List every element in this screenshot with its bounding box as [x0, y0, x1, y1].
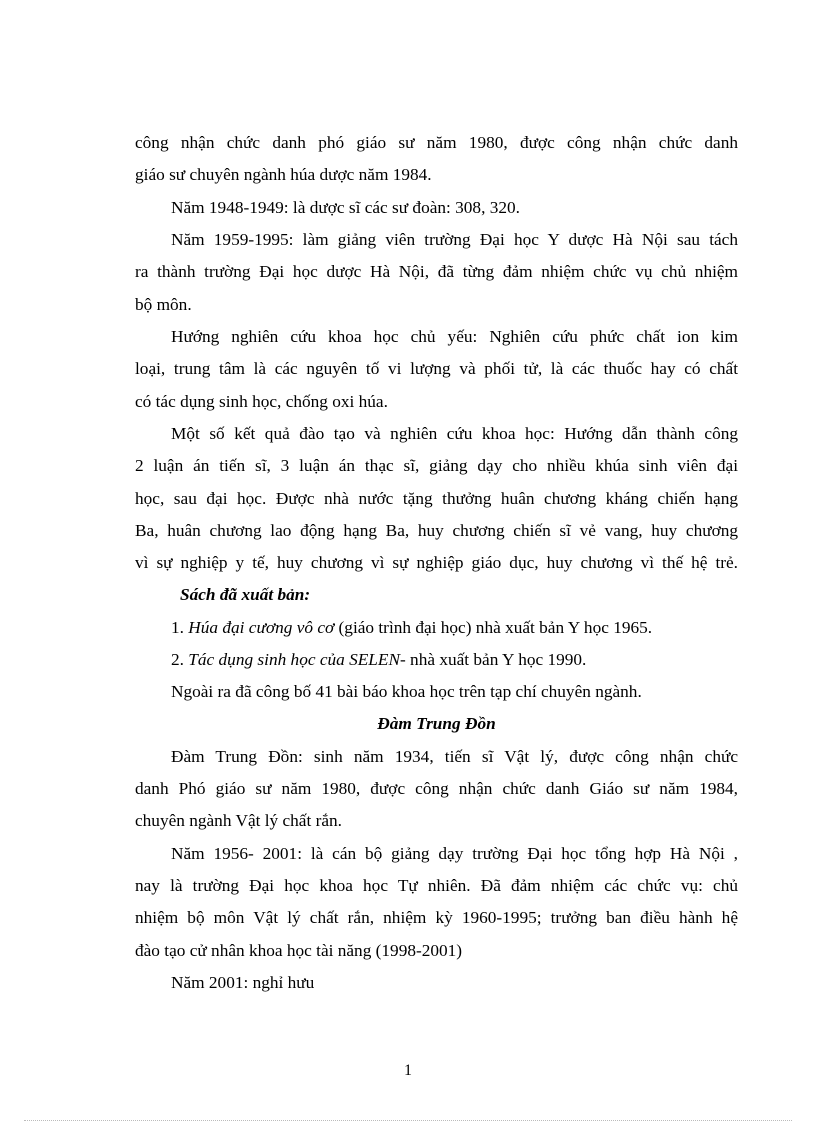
book-number: 2. [171, 650, 184, 669]
text-line: 2 luận án tiến sĩ, 3 luận án thạc sĩ, giảng dạy cho nhiều khúa sinh viên đại [135, 456, 738, 475]
book-number: 1. [171, 618, 184, 637]
text-line: nhiệm bộ môn Vật lý chất rắn, nhiệm kỳ 1960-1995; trưởng ban điều hành hệ [135, 908, 738, 927]
text-line: học, sau đại học. Được nhà nước tặng thưởng huân chương kháng chiến hạng [135, 489, 738, 508]
text-line: Một số kết quả đào tạo và nghiên cứu khoa học: Hướng dẫn thành công [171, 424, 738, 443]
book-item [171, 649, 738, 671]
text-line: loại, trung tâm là các nguyên tố vi lượng và phối tử, là các thuốc hay có chất [135, 359, 738, 378]
text-line: danh Phó giáo sư năm 1980, được công nhận chức danh Giáo sư năm 1984, [135, 779, 738, 798]
page-bottom-divider [24, 1120, 792, 1121]
text-line: ra thành trường Đại học dược Hà Nội, đã từng đảm nhiệm chức vụ chủ nhiệm [135, 262, 738, 281]
text-line: Năm 1948-1949: là dược sĩ các sư đoàn: 308, 320. [171, 198, 520, 217]
books-heading: Sách đã xuất bản: [180, 585, 311, 604]
page-number: 1 [404, 1062, 412, 1079]
text-line: giáo sư chuyên ngành húa dược năm 1984. [135, 165, 432, 184]
text-line: vì sự nghiệp y tế, huy chương vì sự nghiệp giáo dục, huy chương vì thế hệ trẻ. [135, 553, 738, 572]
text-line: có tác dụng sinh học, chống oxi húa. [135, 392, 388, 411]
text-line: bộ môn. [135, 295, 192, 314]
text-line: nay là trường Đại học khoa học Tự nhiên. Đã đảm nhiệm các chức vụ: chủ [135, 876, 738, 895]
text-line: Ngoài ra đã công bố 41 bài báo khoa học trên tạp chí chuyên ngành. [171, 682, 642, 701]
text-line: Năm 1956- 2001: là cán bộ giảng dạy trường Đại học tổng hợp Hà Nội , [171, 844, 738, 863]
book-details: (giáo trình đại học) nhà xuất bản Y học 1965. [334, 618, 653, 637]
book-title: Húa đại cương vô cơ [188, 618, 335, 637]
text-line: đào tạo cử nhân khoa học tài năng (1998-2001) [135, 941, 463, 960]
section-heading: Đàm Trung Đồn [377, 714, 496, 733]
text-line: Ba, huân chương lao động hạng Ba, huy chương chiến sĩ vẻ vang, huy chương [135, 521, 738, 540]
book-details: - nhà xuất bản Y học 1990. [399, 650, 587, 669]
text-line: Năm 1959-1995: làm giảng viên trường Đại học Y dược Hà Nội sau tách [171, 230, 738, 249]
text-line: Năm 2001: nghỉ hưu [171, 973, 315, 992]
book-item [171, 617, 738, 639]
text-line: công nhận chức danh phó giáo sư năm 1980, được công nhận chức danh [135, 133, 738, 152]
book-title: Tác dụng sinh học của SELEN [188, 650, 400, 669]
text-line: Hướng nghiên cứu khoa học chủ yếu: Nghiên cứu phức chất ion kim [171, 327, 738, 346]
text-line: chuyên ngành Vật lý chất rắn. [135, 811, 342, 830]
text-line: Đàm Trung Đồn: sinh năm 1934, tiến sĩ Vật lý, được công nhận chức [171, 747, 738, 766]
